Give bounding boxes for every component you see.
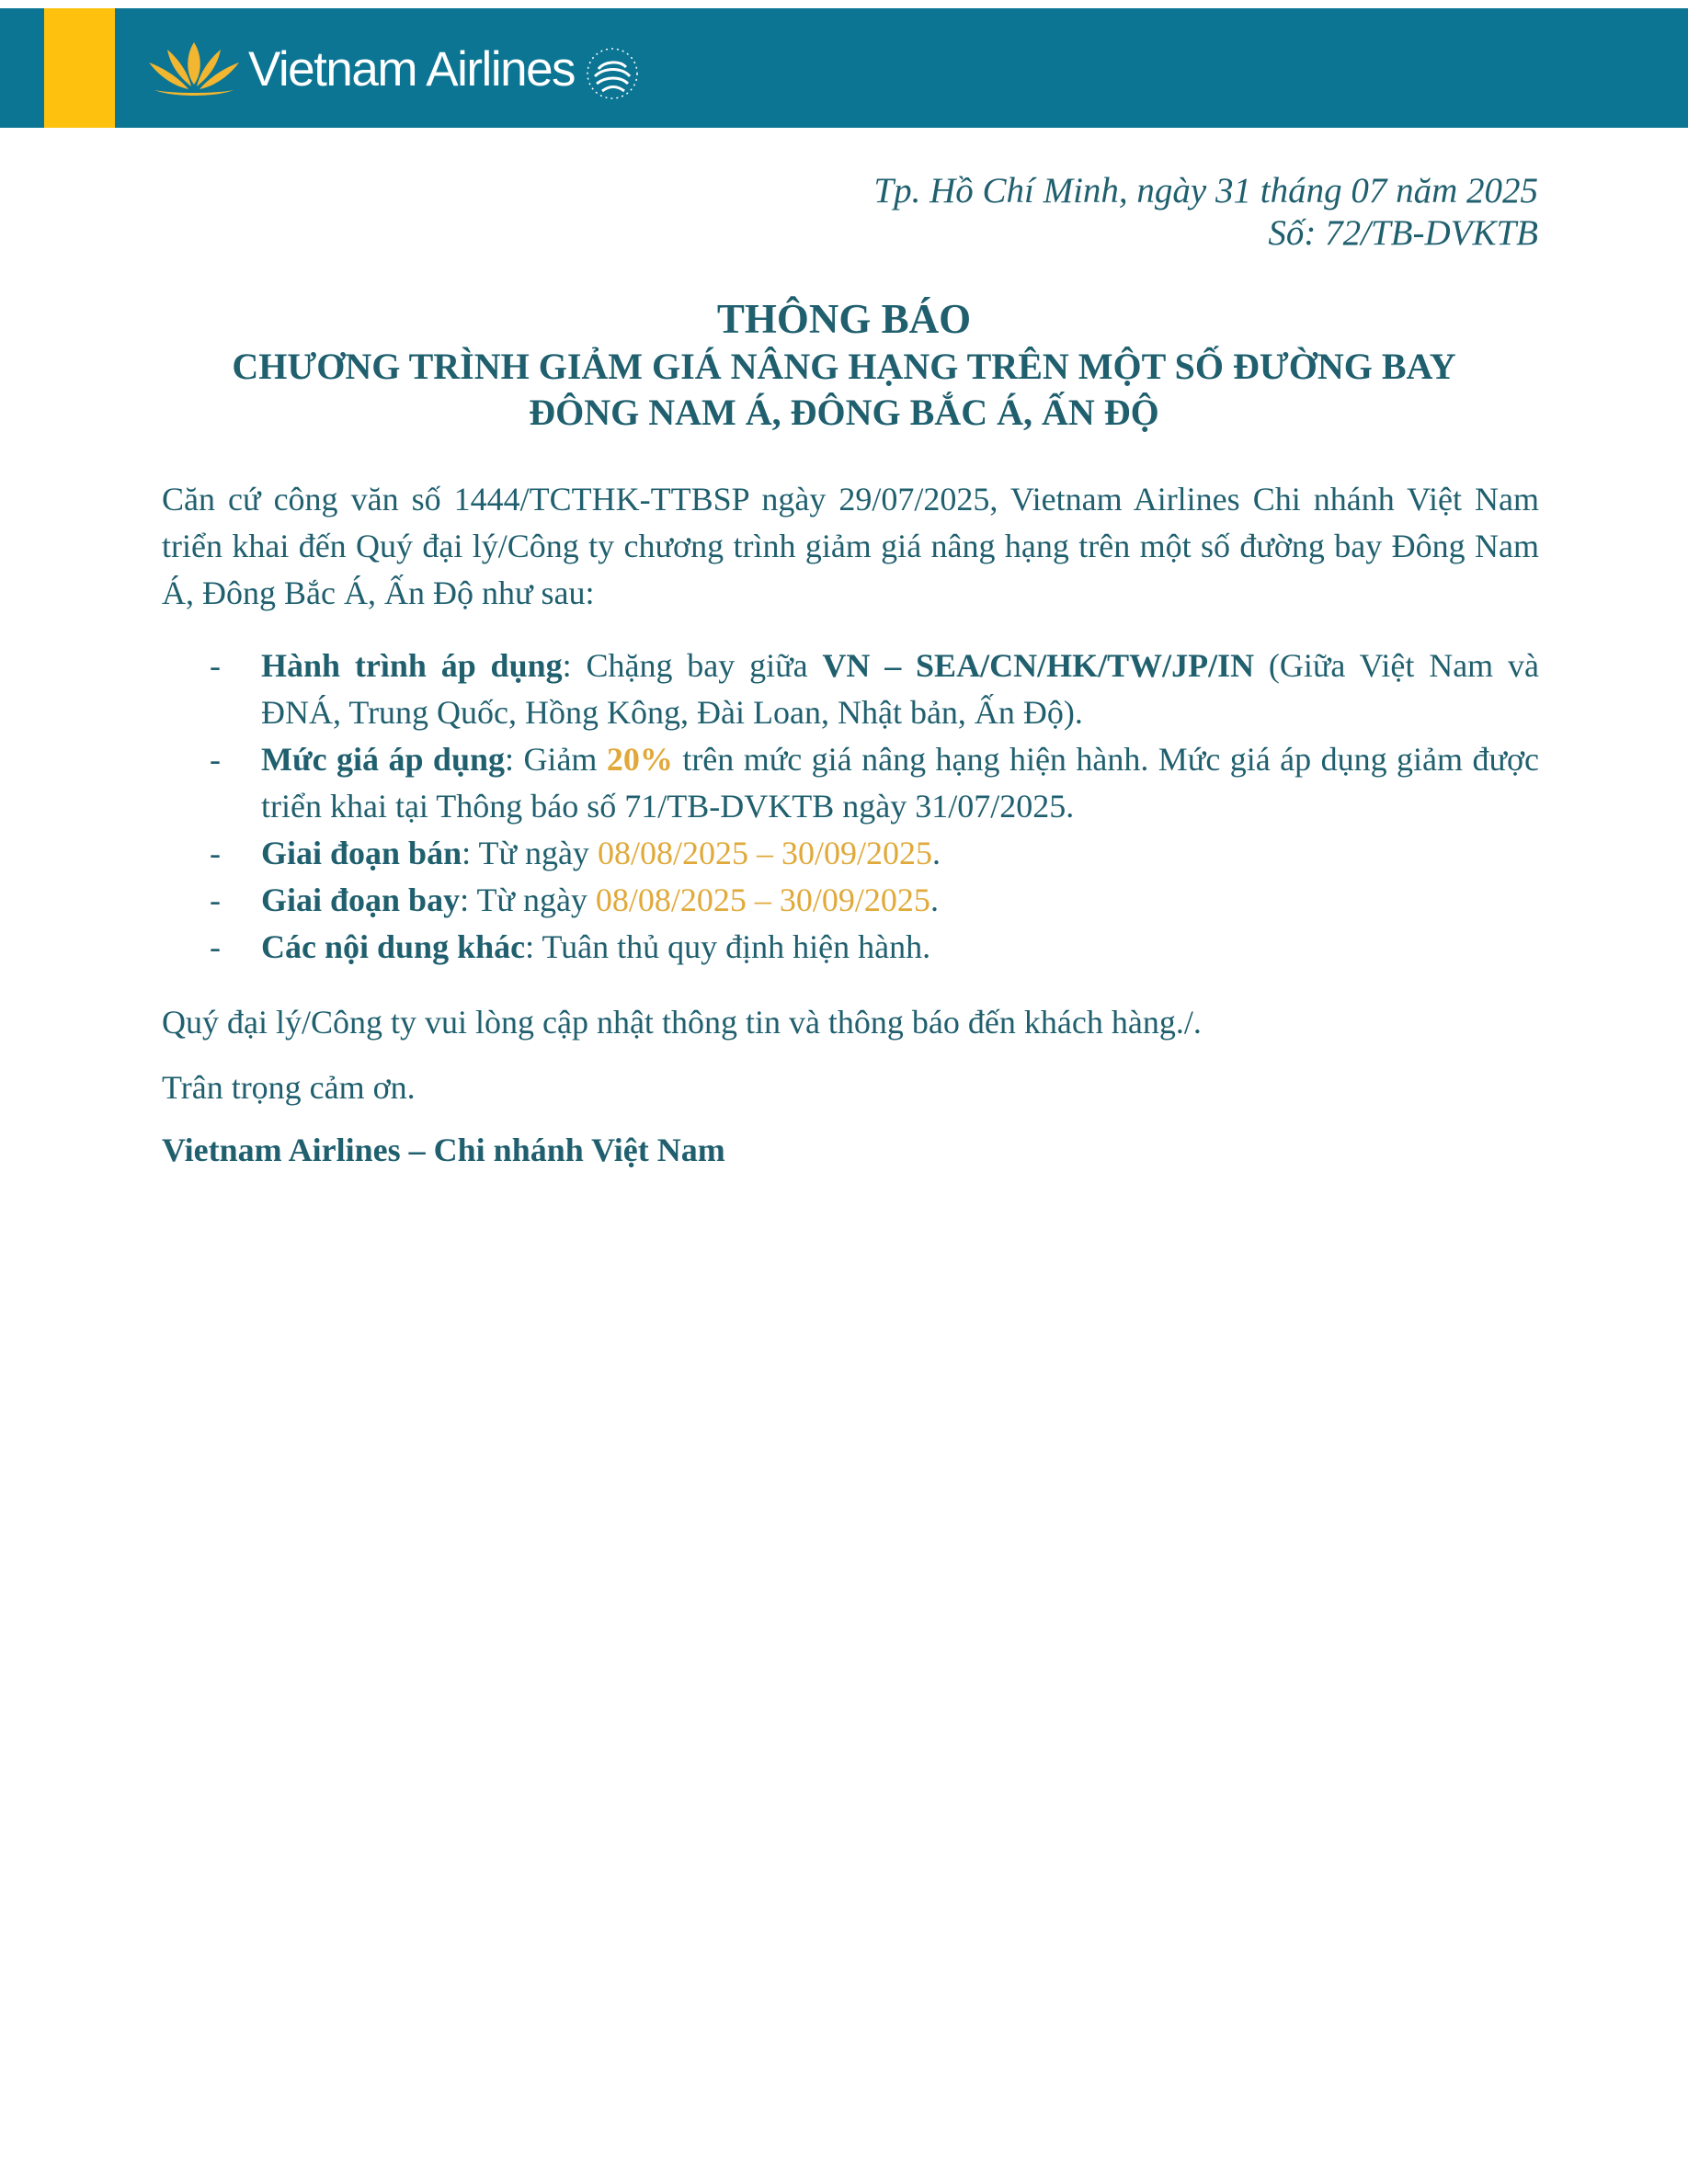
item-separator: : — [525, 928, 542, 965]
thanks-line: Trân trọng cảm ơn. — [162, 1069, 416, 1106]
list-item-sale-period — [162, 830, 1539, 877]
title-line-3: ĐÔNG NAM Á, ĐÔNG BẮC Á, ẤN ĐỘ — [529, 392, 1159, 433]
closing-paragraph: Quý đại lý/Công ty vui lòng cập nhật thông tin và thông báo đến khách hàng./. — [162, 1004, 1202, 1041]
item-label: Mức giá áp dụng — [261, 741, 505, 778]
vietnam-airlines-logo — [145, 36, 641, 102]
sale-period-dates: 08/08/2025 – 30/09/2025 — [597, 835, 932, 871]
item-text: Từ ngày — [476, 882, 596, 918]
item-end: . — [931, 835, 941, 871]
item-label: Giai đoạn bay — [261, 882, 461, 918]
document-body — [162, 476, 1539, 1174]
item-separator: : — [460, 882, 477, 918]
place-date: Tp. Hồ Chí Minh, ngày 31 tháng 07 năm 2025 — [873, 171, 1538, 210]
item-text: Chặng bay giữa — [586, 647, 823, 684]
list-item-travel-period — [162, 877, 1539, 924]
intro-paragraph: Căn cứ công văn số 1444/TCTHK-TTBSP ngày 29/07/2025, Vietnam Airlines Chi nhánh Việt Nam triển khai đến Quý đại lý/Công ty chương trình giảm giá nâng hạng trên một số đường bay Đông Nam Á, Đông Bắc Á, Ấn Độ như sau: — [162, 481, 1539, 611]
travel-period-dates: 08/08/2025 – 30/09/2025 — [595, 882, 930, 918]
item-separator: : — [462, 835, 479, 871]
signature: Vietnam Airlines – Chi nhánh Việt Nam — [162, 1132, 725, 1168]
item-separator: : — [562, 647, 587, 684]
item-text-2: trên mức giá nâng hạng hiện hành. Mức giá áp dụng giảm được triển khai tại Thông báo số 71/TB-DVKTB ngày 31/07/2025. — [261, 741, 1539, 825]
lotus-logo-icon — [145, 39, 243, 99]
item-separator: : — [504, 741, 524, 778]
item-text: Tuân thủ quy định hiện hành. — [542, 928, 931, 965]
bullet-dash: - — [210, 882, 221, 918]
header-band — [0, 8, 1688, 128]
details-list — [162, 643, 1539, 971]
discount-percent: 20% — [606, 741, 673, 778]
document-title — [0, 294, 1688, 436]
item-text-2: (Giữa Việt Nam và ĐNÁ, Trung Quốc, Hồng Kông, Đài Loan, Nhật bản, Ấn Độ). — [261, 647, 1539, 731]
list-item-other — [162, 924, 1539, 971]
gold-accent-bar — [44, 8, 115, 128]
bullet-dash: - — [210, 928, 221, 965]
list-item-route — [162, 643, 1539, 736]
brand-wordmark: Vietnam Airlines — [248, 41, 576, 97]
item-text: Từ ngày — [478, 835, 598, 871]
list-item-price — [162, 736, 1539, 830]
dateline — [873, 170, 1538, 255]
title-main: THÔNG BÁO — [716, 296, 972, 342]
item-label: Các nội dung khác — [261, 928, 526, 965]
title-line-2: CHƯƠNG TRÌNH GIẢM GIÁ NÂNG HẠNG TRÊN MỘT SỐ ĐƯỜNG BAY — [232, 346, 1456, 387]
bullet-dash: - — [210, 835, 221, 871]
item-text: Giảm — [523, 741, 607, 778]
bullet-dash: - — [210, 647, 221, 684]
item-label: Giai đoạn bán — [261, 835, 462, 871]
route-code: VN – SEA/CN/HK/TW/JP/IN — [822, 647, 1255, 684]
bullet-dash: - — [210, 741, 221, 778]
skyteam-logo-icon — [584, 45, 641, 102]
item-label: Hành trình áp dụng — [261, 647, 563, 684]
item-end: . — [930, 882, 939, 918]
document-number: Số: 72/TB-DVKTB — [1268, 213, 1538, 253]
